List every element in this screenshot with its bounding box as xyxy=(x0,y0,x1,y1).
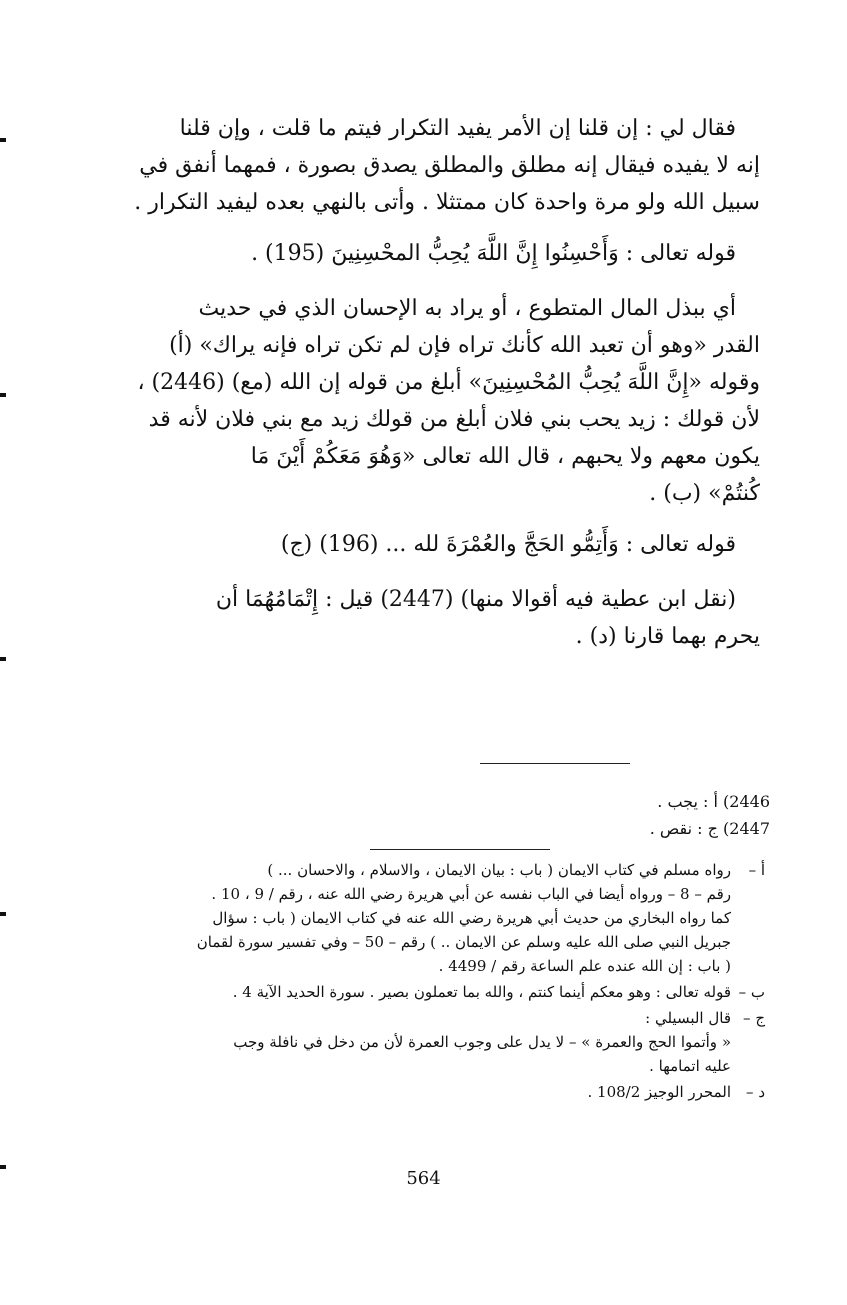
note-label: د – xyxy=(746,1083,765,1101)
note-line: « وأتموا الحج والعمرة » – لا يدل على وجوب العمرة لأن من دخل في نافلة وجب xyxy=(233,1033,731,1051)
text-line: لأن قولك : زيد يحب بني فلان أبلغ من قولك زيد مع بني فلان لأنه قد xyxy=(148,407,760,432)
text-line: (نقل ابن عطية فيه أقوالا منها) (2447) قيل : إِتْمَامُهُمَا أن xyxy=(215,587,736,612)
text-line: قوله تعالى : وَأَحْسِنُوا إِنَّ اللَّهَ يُحِبُّ المحْسِنِينَ (195) . xyxy=(251,241,736,266)
text-line: فقال لي : إن قلنا إن الأمر يفيد التكرار فيتم ما قلت ، وإن قلنا xyxy=(179,116,736,141)
margin-mark xyxy=(0,393,6,397)
note-label: ج – xyxy=(743,1009,765,1027)
text-line: سبيل الله ولو مرة واحدة كان ممتثلا . وأتى بالنهي بعده ليفيد التكرار . xyxy=(134,190,760,215)
text-line: وقوله «إِنَّ اللَّهَ يُحِبُّ المُحْسِنِينَ» أبلغ من قوله إن الله (مع) (2446) ، xyxy=(137,370,760,395)
reference-notes xyxy=(95,858,765,1106)
verse-heading-196 xyxy=(95,526,760,563)
text-line: إنه لا يفيده فيقال إنه مطلق والمطلق يصدق بصورة ، فمهما أنفق في xyxy=(139,153,760,178)
main-text xyxy=(95,110,760,669)
note-line: قال البسيلي : xyxy=(645,1009,731,1027)
note-jim xyxy=(95,1006,765,1078)
note-dal xyxy=(95,1080,765,1104)
text-line: أي ببذل المال المتطوع ، أو يراد به الإحسان الذي في حديث xyxy=(198,296,736,321)
note-line: كما رواه البخاري من حديث أبي هريرة رضي الله عنه في كتاب الايمان ( باب : سؤال xyxy=(212,909,731,927)
page-number: 564 xyxy=(406,1168,441,1189)
text-line: يكون معهم ولا يحبهم ، قال الله تعالى «وَهُوَ مَعَكُمْ أَيْنَ مَا xyxy=(250,444,760,469)
variant-notes xyxy=(560,788,770,842)
paragraph-2 xyxy=(95,290,760,512)
notes-divider xyxy=(370,849,550,850)
variant-note: 2446) أ : يجب . xyxy=(657,792,770,811)
footnote-divider xyxy=(480,763,630,764)
note-line: المحرر الوجيز 108/2 . xyxy=(587,1083,731,1101)
paragraph-1 xyxy=(95,110,760,221)
variant-note: 2447) ج : نقص . xyxy=(649,819,770,838)
note-line: جبريل النبي صلى الله عليه وسلم عن الايمان .. ) رقم – 50 – وفي تفسير سورة لقمان xyxy=(196,933,731,951)
note-line: قوله تعالى : وهو معكم أينما كنتم ، والله بما تعملون بصير . سورة الحديد الآية 4 . xyxy=(232,983,731,1001)
text-line: قوله تعالى : وَأَتِمُّو الحَجَّ والعُمْرَةَ لله ... (196) (ج) xyxy=(280,532,736,557)
note-label: أ – xyxy=(748,861,765,879)
note-ba xyxy=(95,980,765,1004)
note-line: رقم – 8 – ورواه أيضا في الباب نفسه عن أبي هريرة رضي الله عنه ، رقم / 9 ، 10 . xyxy=(211,885,731,903)
note-line: عليه اتمامها . xyxy=(649,1057,731,1075)
margin-mark xyxy=(0,912,6,916)
margin-mark xyxy=(0,138,6,142)
margin-mark xyxy=(0,657,6,661)
note-line: رواه مسلم في كتاب الايمان ( باب : بيان الايمان ، والاسلام ، والاحسان ... ) xyxy=(267,861,731,879)
text-line: القدر «وهو أن تعبد الله كأنك تراه فإن لم تكن تراه فإنه يراك» (أ) xyxy=(169,333,760,358)
text-line: يحرم بهما قارنا (د) . xyxy=(575,624,760,649)
note-line: ( باب : إن الله عنده علم الساعة رقم / 4499 . xyxy=(438,957,731,975)
paragraph-3 xyxy=(95,581,760,655)
note-label: ب – xyxy=(738,983,765,1001)
text-line: كُنتُمْ» (ب) . xyxy=(649,481,760,506)
verse-heading-195 xyxy=(95,235,760,272)
note-alif xyxy=(95,858,765,978)
